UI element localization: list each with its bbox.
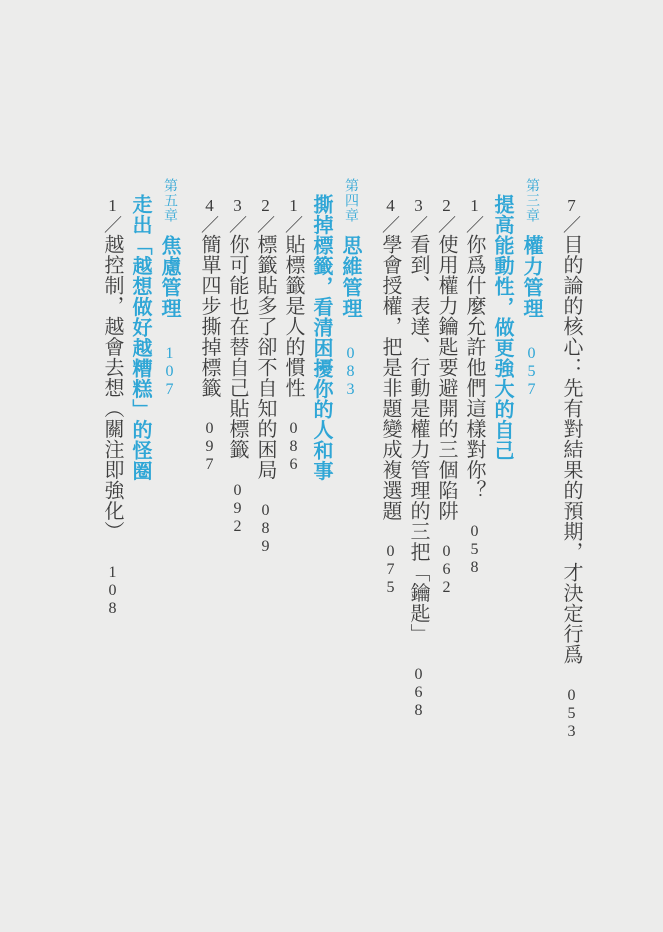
toc-item-page-number: 058 bbox=[466, 522, 483, 577]
toc-item-title: 看到、表達、行動是權力管理的三把「鑰匙」 bbox=[407, 234, 429, 644]
toc-section-subtitle bbox=[311, 178, 331, 818]
toc-item-title: 貼標籤是人的慣性 bbox=[282, 234, 304, 398]
toc-item-number: 4 bbox=[381, 196, 400, 216]
toc-item-number: 1 bbox=[284, 196, 303, 216]
toc-item-separator: ／ bbox=[408, 215, 428, 234]
toc-item-number: 7 bbox=[562, 196, 581, 216]
chapter-page-number: 107 bbox=[161, 345, 178, 399]
toc-item-page-number: 108 bbox=[104, 563, 121, 618]
toc-item-page-number: 068 bbox=[410, 666, 427, 720]
toc-item-separator: ／ bbox=[199, 215, 219, 234]
toc-item-title: 標籤貼多了卻不自知的困局 bbox=[254, 234, 276, 480]
toc-item-title: 越控制，越會去想（關注即強化） bbox=[101, 234, 123, 542]
toc-item bbox=[408, 178, 428, 818]
toc-item bbox=[227, 178, 247, 818]
toc-item-page-number: 097 bbox=[201, 420, 218, 474]
toc-item bbox=[561, 178, 581, 818]
toc-item-separator: ／ bbox=[464, 215, 484, 234]
toc-item-separator: ／ bbox=[380, 215, 400, 234]
toc-item-number: 1 bbox=[465, 196, 484, 216]
chapter-page-number: 057 bbox=[523, 345, 540, 399]
toc-item-number: 3 bbox=[409, 196, 428, 216]
toc-item-title: 你爲什麼允許他們這樣對你？ bbox=[463, 234, 485, 501]
toc-item-title: 簡單四步撕掉標籤 bbox=[198, 234, 220, 398]
toc-item bbox=[464, 178, 484, 818]
toc-chapter-heading bbox=[340, 178, 360, 818]
toc-item-separator: ／ bbox=[227, 215, 247, 234]
chapter-title: 權力管理 bbox=[520, 235, 542, 319]
toc-item bbox=[199, 178, 219, 818]
chapter-title: 焦慮管理 bbox=[158, 235, 180, 319]
chapter-label: 第五章 bbox=[162, 178, 177, 223]
toc-item-page-number: 092 bbox=[229, 481, 246, 536]
toc-item bbox=[102, 178, 122, 818]
toc-section-subtitle bbox=[492, 178, 512, 818]
toc-item bbox=[255, 178, 275, 818]
toc-section-subtitle bbox=[130, 178, 150, 818]
toc-item-page-number: 086 bbox=[285, 420, 302, 474]
toc-item-number: 1 bbox=[103, 196, 122, 216]
toc-item-title: 你可能也在替自己貼標籤 bbox=[226, 234, 248, 460]
toc-item-page-number: 062 bbox=[438, 543, 455, 597]
chapter-label: 第四章 bbox=[343, 178, 358, 223]
toc-item-title: 使用權力鑰匙要避開的三個陷阱 bbox=[435, 234, 457, 521]
section-subtitle-text: 提高能動性，做更強大的自己 bbox=[491, 194, 513, 461]
toc-item-number: 4 bbox=[200, 196, 219, 216]
chapter-label: 第三章 bbox=[524, 178, 539, 223]
toc-item-separator: ／ bbox=[283, 215, 303, 234]
toc-item-page-number: 089 bbox=[257, 502, 274, 556]
toc-item-number: 2 bbox=[256, 196, 275, 216]
section-subtitle-text: 走出「越想做好越糟糕」的怪圈 bbox=[129, 194, 151, 481]
chapter-title: 思維管理 bbox=[339, 235, 361, 319]
toc-item-number: 3 bbox=[228, 196, 247, 216]
toc-item-separator: ／ bbox=[561, 215, 581, 234]
toc-item-separator: ／ bbox=[102, 215, 122, 234]
section-subtitle-text: 撕掉標籤，看清困擾你的人和事 bbox=[310, 194, 332, 481]
toc-chapter-heading bbox=[159, 178, 179, 818]
toc-item bbox=[283, 178, 303, 818]
toc-item-page-number: 053 bbox=[563, 686, 580, 741]
toc-item-separator: ／ bbox=[255, 215, 275, 234]
table-of-contents bbox=[94, 178, 581, 818]
toc-item-number: 2 bbox=[437, 196, 456, 216]
toc-item bbox=[436, 178, 456, 818]
toc-item-title: 目的論的核心：先有對結果的預期，才決定行爲 bbox=[560, 234, 582, 665]
toc-item-page-number: 075 bbox=[382, 543, 399, 597]
toc-item-separator: ／ bbox=[436, 215, 456, 234]
toc-item bbox=[380, 178, 400, 818]
chapter-page-number: 083 bbox=[342, 345, 359, 399]
toc-item-title: 學會授權，把是非題變成複選題 bbox=[379, 234, 401, 521]
toc-chapter-heading bbox=[521, 178, 541, 818]
